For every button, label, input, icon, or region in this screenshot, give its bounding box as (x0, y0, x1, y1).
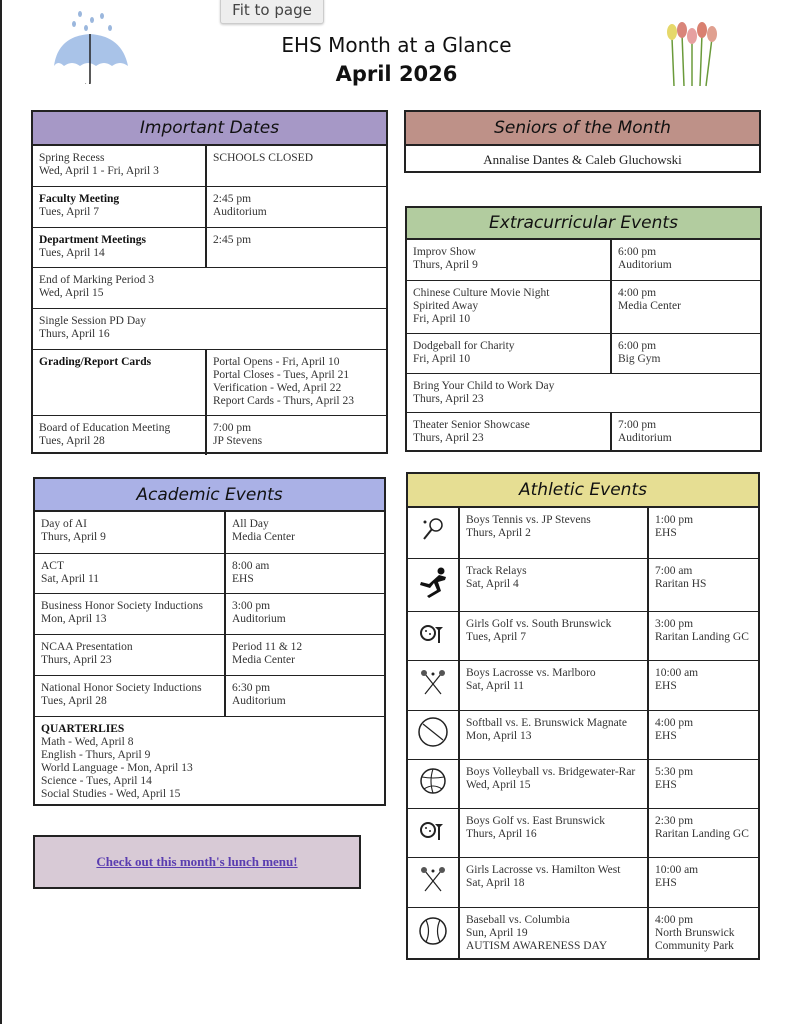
event-name-cell (407, 333, 611, 373)
event-title: Chinese Culture Movie Night (413, 286, 550, 299)
event-title: 2:45 pm (213, 233, 252, 246)
table-row (33, 227, 386, 267)
event-time-location-cell (648, 508, 758, 558)
event-detail: AUTISM AWARENESS DAY (466, 939, 608, 952)
event-name-cell (407, 280, 611, 333)
event-title: Grading/Report Cards (39, 355, 152, 368)
event-detail: Media Center (618, 299, 681, 312)
event-name-cell (459, 611, 648, 660)
event-title: 8:00 am (232, 559, 270, 572)
table-row (33, 267, 386, 308)
seniors-names: Annalise Dantes & Caleb Gluchowski (483, 152, 682, 167)
event-title: Girls Lacrosse vs. Hamilton West (466, 863, 621, 876)
event-title: Boys Golf vs. East Brunswick (466, 814, 605, 827)
event-name-cell (459, 660, 648, 710)
event-detail: Auditorium (232, 694, 286, 707)
event-detail: World Language - Mon, April 13 (41, 761, 193, 774)
event-title: Portal Opens - Fri, April 10 (213, 355, 340, 368)
event-title: ACT (41, 559, 64, 572)
table-row (33, 308, 386, 349)
table-row (35, 675, 384, 716)
academic-events-section (33, 477, 386, 806)
event-detail: Auditorium (232, 612, 286, 625)
event-time-location-cell (648, 907, 758, 960)
important-table (33, 146, 386, 455)
event-detail: Thurs, April 23 (41, 653, 112, 666)
event-detail: Thurs, April 9 (41, 531, 106, 543)
table-row (408, 808, 758, 857)
event-title: 6:00 pm (618, 339, 657, 352)
event-name-cell (459, 857, 648, 907)
event-time-location-cell (611, 333, 760, 373)
event-detail: JP Stevens (213, 434, 263, 447)
softball-icon (408, 710, 459, 759)
event-title: Improv Show (413, 246, 476, 258)
event-detail: Thurs, April 16 (466, 827, 537, 840)
event-title: Business Honor Society Inductions (41, 599, 203, 612)
event-time-location-cell (206, 415, 386, 455)
event-title: NCAA Presentation (41, 640, 133, 653)
event-name-cell (407, 373, 760, 412)
important-header: Important Dates (33, 112, 386, 146)
golf-icon (408, 611, 459, 660)
event-detail: Sat, April 4 (466, 577, 519, 590)
event-title: Single Session PD Day (39, 314, 147, 327)
window-edge (0, 0, 2, 1024)
event-detail: English - Thurs, April 9 (41, 748, 151, 761)
seniors-section (404, 110, 761, 173)
event-title: Boys Lacrosse vs. Marlboro (466, 666, 596, 679)
event-title: Girls Golf vs. South Brunswick (466, 617, 612, 630)
event-detail: EHS (655, 527, 677, 539)
event-detail: Raritan Landing GC (655, 827, 749, 840)
event-time-location-cell (648, 857, 758, 907)
event-time-location-cell (225, 634, 384, 675)
lacrosse-icon (408, 660, 459, 710)
academic-table (35, 512, 384, 807)
event-time-location-cell (206, 349, 386, 415)
event-name-cell (459, 710, 648, 759)
event-time-location-cell (225, 553, 384, 593)
event-time-location-cell (225, 593, 384, 634)
event-detail: Tues, April 7 (466, 630, 526, 643)
seniors-header: Seniors of the Month (406, 112, 759, 146)
event-title: Bring Your Child to Work Day (413, 379, 555, 392)
event-detail: EHS (655, 679, 677, 692)
event-name-cell (33, 267, 386, 308)
event-detail: Portal Closes - Tues, April 21 (213, 368, 350, 381)
event-detail: Raritan Landing GC (655, 630, 749, 643)
event-time-location-cell (225, 512, 384, 553)
event-detail: EHS (232, 572, 254, 585)
table-row (407, 333, 760, 373)
event-detail: Thurs, April 16 (39, 327, 110, 340)
event-detail: Wed, April 1 - Fri, April 3 (39, 165, 159, 177)
extracurricular-events-section (405, 206, 762, 452)
event-detail: Report Cards - Thurs, April 23 (213, 394, 354, 407)
event-name-cell (33, 349, 206, 415)
table-row (408, 759, 758, 808)
baseball-icon (408, 907, 459, 960)
page-subtitle: April 2026 (335, 62, 458, 86)
event-time-location-cell (225, 675, 384, 716)
event-detail: Community Park (655, 939, 734, 952)
event-name-cell (33, 308, 386, 349)
event-detail: Auditorium (618, 431, 672, 444)
event-title: Boys Volleyball vs. Bridgewater-Rar (466, 765, 636, 778)
table-row (35, 553, 384, 593)
event-detail: Social Studies - Wed, April 15 (41, 787, 181, 800)
lunch-menu-link[interactable]: Check out this month's lunch menu! (96, 854, 298, 869)
event-detail: Big Gym (618, 352, 661, 365)
event-title: 1:00 pm (655, 514, 694, 526)
event-detail: Tues, April 7 (39, 205, 99, 218)
athletic-table (408, 508, 758, 960)
event-title: End of Marking Period 3 (39, 273, 154, 286)
event-name-cell (33, 415, 206, 455)
event-name-cell (35, 553, 225, 593)
table-row (35, 634, 384, 675)
event-title: Softball vs. E. Brunswick Magnate (466, 716, 627, 729)
table-row (35, 512, 384, 553)
table-row (408, 508, 758, 558)
event-time-location-cell (206, 186, 386, 227)
event-name-cell (407, 412, 611, 452)
event-detail: Thurs, April 23 (413, 431, 484, 444)
event-name-cell (459, 558, 648, 611)
event-name-cell (33, 186, 206, 227)
event-detail: Sun, April 19 (466, 926, 528, 939)
event-detail: Science - Tues, April 14 (41, 774, 152, 787)
event-detail: Spirited Away (413, 299, 479, 312)
event-detail: Raritan HS (655, 577, 707, 590)
event-title: Board of Education Meeting (39, 421, 171, 434)
event-detail: Auditorium (618, 259, 672, 271)
lacrosse-icon (408, 857, 459, 907)
table-row (407, 280, 760, 333)
runner-icon (408, 558, 459, 611)
event-detail: Auditorium (213, 205, 267, 218)
event-detail: Sat, April 18 (466, 876, 525, 889)
event-title: Day of AI (41, 518, 87, 530)
event-title: 6:30 pm (232, 681, 271, 694)
event-detail: EHS (655, 876, 677, 889)
lunch-menu-box (33, 835, 361, 889)
event-detail: Wed, April 15 (466, 778, 531, 791)
event-title: 10:00 am (655, 666, 699, 679)
table-row (408, 710, 758, 759)
event-detail: Media Center (232, 653, 295, 666)
academic-header: Academic Events (35, 479, 384, 512)
important-dates-section (31, 110, 388, 454)
extracurricular-table (407, 240, 760, 452)
event-detail: Sat, April 11 (466, 679, 525, 692)
event-title: Dodgeball for Charity (413, 339, 515, 352)
event-name-cell (459, 759, 648, 808)
table-row (408, 907, 758, 960)
event-title: 3:00 pm (655, 617, 694, 630)
event-name-cell (407, 240, 611, 280)
table-row (33, 415, 386, 455)
event-detail: North Brunswick (655, 926, 735, 939)
volleyball-icon (408, 759, 459, 808)
event-name-cell (459, 508, 648, 558)
event-time-location-cell (206, 146, 386, 186)
event-title: Period 11 & 12 (232, 640, 303, 653)
extracurricular-header: Extracurricular Events (407, 208, 760, 240)
event-name-cell (33, 227, 206, 267)
event-title: Faculty Meeting (39, 192, 120, 205)
event-detail: Mon, April 13 (41, 612, 107, 625)
event-name-cell (33, 146, 206, 186)
event-title: SCHOOLS CLOSED (213, 152, 314, 164)
event-title: Baseball vs. Columbia (466, 913, 570, 926)
table-row (35, 716, 384, 807)
event-title: 3:00 pm (232, 599, 271, 612)
event-time-location-cell (611, 412, 760, 452)
table-row (407, 373, 760, 412)
table-row (33, 186, 386, 227)
athletic-events-section (406, 472, 760, 960)
event-title: Spring Recess (39, 152, 105, 164)
event-detail: Media Center (232, 531, 295, 543)
table-row (408, 857, 758, 907)
event-name-cell (459, 808, 648, 857)
event-title: 7:00 pm (618, 418, 657, 431)
event-name-cell (35, 675, 225, 716)
event-name-cell (35, 716, 384, 807)
event-time-location-cell (648, 710, 758, 759)
event-time-location-cell (648, 808, 758, 857)
tennis-icon (408, 508, 459, 558)
event-title: 5:30 pm (655, 765, 694, 778)
event-title: Department Meetings (39, 233, 146, 246)
event-title: All Day (232, 518, 269, 530)
event-title: 4:00 pm (655, 913, 694, 926)
event-detail: EHS (655, 778, 677, 791)
event-title: 4:00 pm (618, 286, 657, 299)
event-detail: Sat, April 11 (41, 572, 100, 585)
event-title: 6:00 pm (618, 246, 657, 258)
event-title: 7:00 pm (213, 421, 252, 434)
event-detail: Tues, April 14 (39, 246, 105, 259)
table-row (33, 349, 386, 415)
event-detail: Fri, April 10 (413, 352, 471, 365)
event-detail: Tues, April 28 (39, 434, 105, 447)
table-row (408, 558, 758, 611)
page-title: EHS Month at a Glance (281, 33, 512, 57)
event-time-location-cell (648, 558, 758, 611)
event-title: 4:00 pm (655, 716, 694, 729)
event-name-cell (35, 512, 225, 553)
table-row (407, 412, 760, 452)
table-row (35, 593, 384, 634)
event-detail: EHS (655, 729, 677, 742)
event-time-location-cell (611, 280, 760, 333)
event-detail: Wed, April 15 (39, 286, 104, 299)
fit-to-page-button[interactable]: Fit to page (220, 0, 324, 24)
table-row (407, 240, 760, 280)
event-title: QUARTERLIES (41, 722, 125, 735)
event-detail: Thurs, April 2 (466, 527, 531, 539)
event-time-location-cell (206, 227, 386, 267)
event-detail: Mon, April 13 (466, 729, 532, 742)
event-time-location-cell (648, 611, 758, 660)
event-time-location-cell (611, 240, 760, 280)
event-detail: Math - Wed, April 8 (41, 735, 134, 748)
event-name-cell (459, 907, 648, 960)
event-title: Theater Senior Showcase (413, 418, 530, 431)
table-row (33, 146, 386, 186)
event-time-location-cell (648, 660, 758, 710)
athletic-header: Athletic Events (408, 474, 758, 508)
golf-icon (408, 808, 459, 857)
event-title: National Honor Society Inductions (41, 681, 202, 694)
event-title: 10:00 am (655, 863, 699, 876)
event-detail: Fri, April 10 (413, 312, 471, 325)
event-detail: Verification - Wed, April 22 (213, 381, 342, 394)
event-name-cell (35, 593, 225, 634)
event-title: 7:00 am (655, 564, 693, 577)
event-detail: Thurs, April 9 (413, 259, 478, 271)
event-time-location-cell (648, 759, 758, 808)
event-name-cell (35, 634, 225, 675)
event-detail: Thurs, April 23 (413, 392, 484, 405)
event-title: Boys Tennis vs. JP Stevens (466, 514, 591, 526)
table-row (408, 660, 758, 710)
event-title: 2:30 pm (655, 814, 694, 827)
event-title: 2:45 pm (213, 192, 252, 205)
table-row (408, 611, 758, 660)
event-title: Track Relays (466, 564, 527, 577)
event-detail: Tues, April 28 (41, 694, 107, 707)
